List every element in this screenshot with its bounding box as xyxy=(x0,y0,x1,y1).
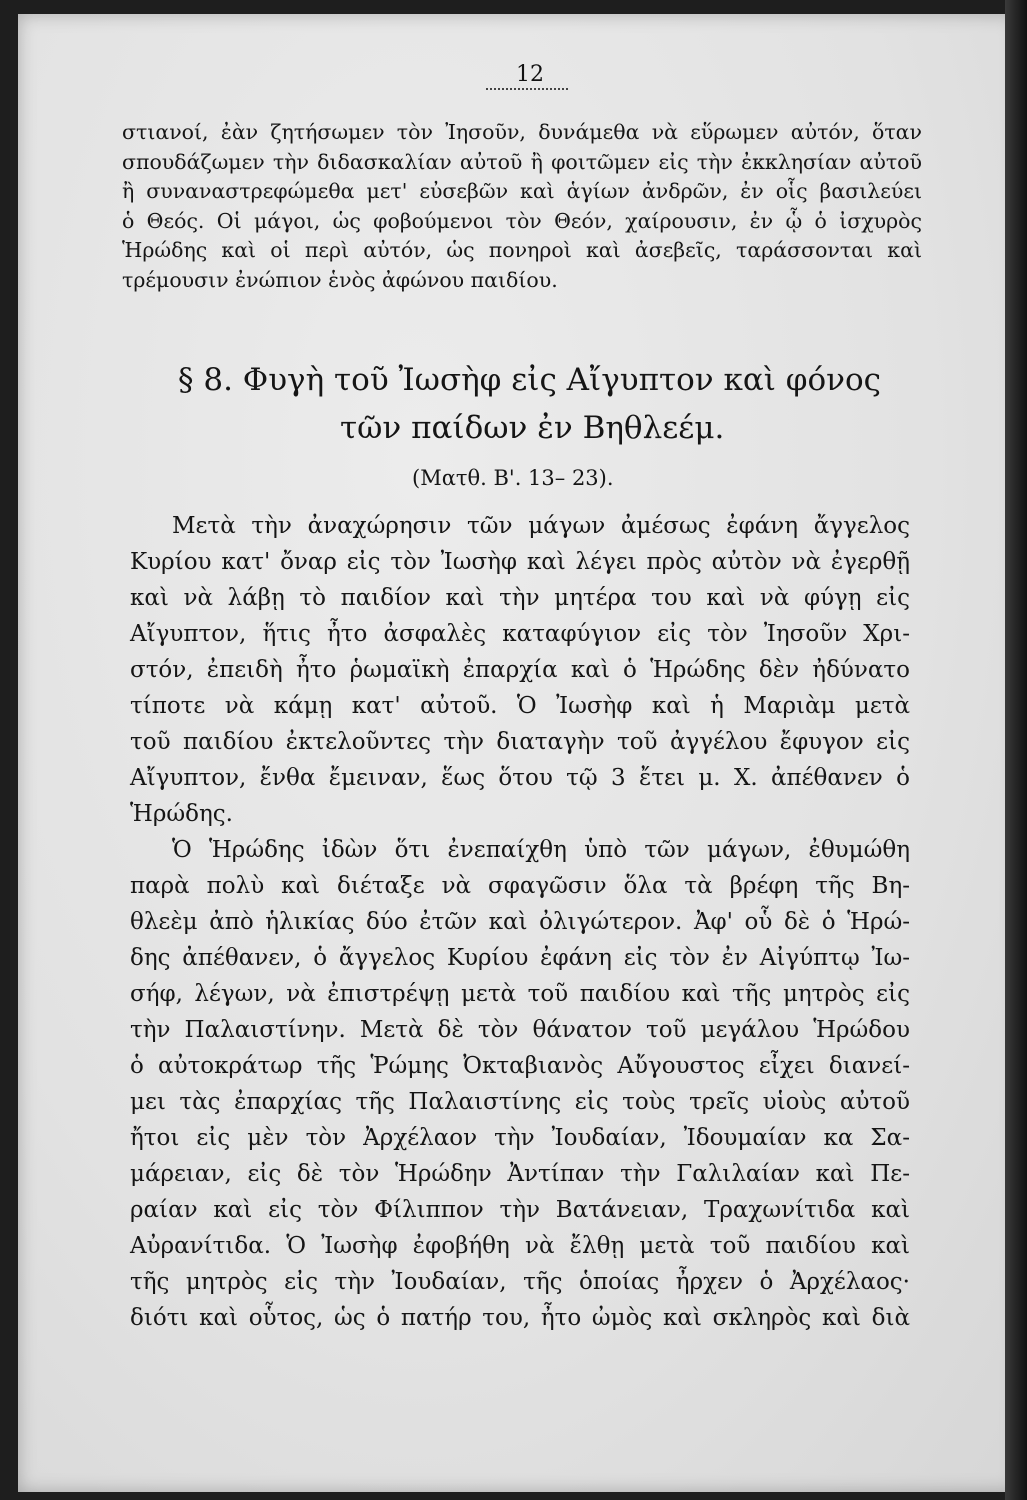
paragraph-intro xyxy=(122,118,922,295)
text-line: σπουδάζωμεν τὴν διδασκαλίαν αὐτοῦ ἢ φοιτῶμεν εἰς τὴν ἐκκλησίαν αὐτοῦ xyxy=(122,149,922,174)
text-line: Αὐρανίτιδα. Ὁ Ἰωσὴφ ἐφοβήθη νὰ ἔλθῃ μετὰ τοῦ παιδίου καὶ xyxy=(130,1233,910,1259)
scripture-reference: (Ματθ. Β'. 13– 23). xyxy=(412,466,614,490)
text-line: μάρειαν, εἰς δὲ τὸν Ἡρώδην Ἀντίπαν τὴν Γαλιλαίαν καὶ Πε- xyxy=(130,1161,910,1187)
text-line: τῆς μητρὸς εἰς τὴν Ἰουδαίαν, τῆς ὁποίας ἦρχεν ὁ Ἀρχέλαος· xyxy=(130,1269,910,1295)
text-line: στιανοί, ἐὰν ζητήσωμεν τὸν Ἰησοῦν, δυνάμεθα νὰ εὕρωμεν αὐτόν, ὅταν xyxy=(122,120,922,144)
text-line: Ἡρώδης. xyxy=(130,801,233,827)
text-line: Αἴγυπτον, ἥτις ἦτο ἀσφαλὲς καταφύγιον εἰς τὸν Ἰησοῦν Χρι- xyxy=(130,621,910,647)
text-line: τοῦ παιδίου ἐκτελοῦντες τὴν διαταγὴν τοῦ ἀγγέλου ἔφυγον εἰς xyxy=(130,729,910,755)
text-line: διότι καὶ οὗτος, ὡς ὁ πατήρ του, ἦτο ὠμὸς καὶ σκληρὸς καὶ διὰ xyxy=(130,1305,910,1331)
text-line: ἤτοι εἰς μὲν τὸν Ἀρχέλαον τὴν Ἰουδαίαν, Ἰδουμαίαν κα Σα- xyxy=(130,1125,910,1151)
text-line: Κυρίου κατ' ὄναρ εἰς τὸν Ἰωσὴφ καὶ λέγει πρὸς αὐτὸν νὰ ἐγερθῇ xyxy=(130,549,910,575)
body-text xyxy=(130,508,910,1336)
page-number-rule xyxy=(486,88,568,90)
page-number: 12 xyxy=(516,62,544,87)
text-line: Μετὰ τὴν ἀναχώρησιν τῶν μάγων ἀμέσως ἐφάνη ἄγγελος xyxy=(172,513,910,539)
text-line: θλεὲμ ἀπὸ ἡλικίας δύο ἐτῶν καὶ ὀλιγώτερον. Ἀφ' οὗ δὲ ὁ Ἡρώ- xyxy=(130,909,910,935)
text-line: παρὰ πολὺ καὶ διέταξε νὰ σφαγῶσιν ὅλα τὰ βρέφη τῆς Βη- xyxy=(130,873,910,899)
text-line: Ἡρώδης καὶ οἱ περὶ αὐτόν, ὡς πονηροὶ καὶ ἀσεβεῖς, ταράσσονται καὶ xyxy=(122,238,922,262)
text-line: ραίαν καὶ εἰς τὸν Φίλιππον τὴν Βατάνειαν, Τραχωνίτιδα καὶ xyxy=(130,1197,910,1223)
text-line: ἢ συναναστρεφώμεθα μετ' εὐσεβῶν καὶ ἁγίων ἀνδρῶν, ἐν οἷς βασιλεύει xyxy=(122,179,922,203)
section-heading-line-2: τῶν παίδων ἐν Βηθλεέμ. xyxy=(340,410,725,446)
text-line: τὴν Παλαιστίνην. Μετὰ δὲ τὸν θάνατον τοῦ μεγάλου Ἡρώδου xyxy=(130,1017,910,1043)
text-line: δης ἀπέθανεν, ὁ ἄγγελος Κυρίου ἐφάνη εἰς τὸν ἐν Αἰγύπτῳ Ἰω- xyxy=(130,945,910,971)
text-line: μει τὰς ἐπαρχίας τῆς Παλαιστίνης εἰς τοὺς τρεῖς υἱοὺς αὐτοῦ xyxy=(130,1089,910,1115)
text-line: σήφ, λέγων, νὰ ἐπιστρέψῃ μετὰ τοῦ παιδίου καὶ τῆς μητρὸς εἰς xyxy=(130,981,910,1007)
text-line: καὶ νὰ λάβῃ τὸ παιδίον καὶ τὴν μητέρα του καὶ νὰ φύγῃ εἰς xyxy=(130,585,910,611)
text-line: Ὁ Ἡρώδης ἰδὼν ὅτι ἐνεπαίχθη ὑπὸ τῶν μάγων, ἐθυμώθη xyxy=(172,837,910,863)
text-line: Αἴγυπτον, ἔνθα ἔμειναν, ἕως ὅτου τῷ 3 ἔτει μ. Χ. ἀπέθανεν ὁ xyxy=(130,765,910,791)
section-heading-line-1: § 8. Φυγὴ τοῦ Ἰωσὴφ εἰς Αἴγυπτον καὶ φόνος xyxy=(178,362,882,398)
page-edge-shadow xyxy=(1005,0,1027,1500)
text-line: ὁ Θεός. Οἱ μάγοι, ὡς φοβούμενοι τὸν Θεόν, χαίρουσιν, ἐν ᾧ ὁ ἰσχυρὸς xyxy=(122,208,922,233)
text-line: ὁ αὐτοκράτωρ τῆς Ῥώμης Ὀκταβιανὸς Αὔγουστος εἶχει διανεί- xyxy=(130,1053,910,1079)
text-line: τρέμουσιν ἐνώπιον ἑνὸς ἀφώνου παιδίου. xyxy=(122,267,558,292)
text-line: τίποτε νὰ κάμῃ κατ' αὐτοῦ. Ὁ Ἰωσὴφ καὶ ἡ Μαριὰμ μετὰ xyxy=(130,693,910,719)
text-line: στόν, ἐπειδὴ ἦτο ῥωμαϊκὴ ἐπαρχία καὶ ὁ Ἡρώδης δὲν ἠδύνατο xyxy=(130,657,910,683)
